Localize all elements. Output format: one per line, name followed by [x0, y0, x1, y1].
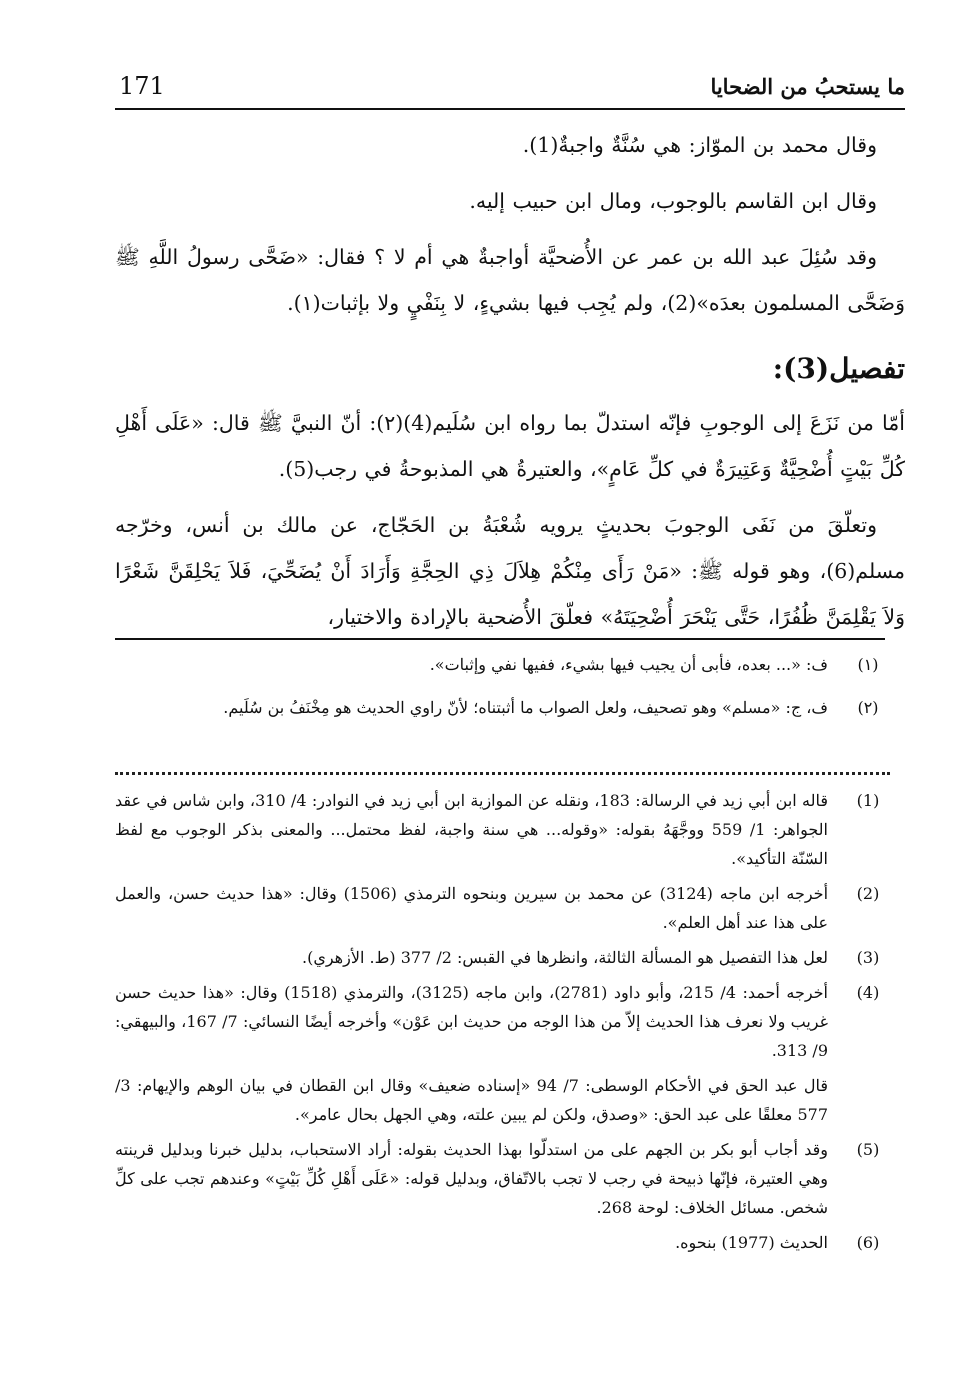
running-title: ما يستحبُ من الضحايا: [710, 74, 905, 99]
footnote-text: أخرجه ابن ماجه (3124) عن محمد بن سيرين وبنحوه الترمذي (1506) وقال: «هذا حديث حسن، والعمل على هذا عند أهل العلم».: [115, 884, 829, 932]
footnote-text: ف، ج: «مسلم» وهو تصحيف، ولعل الصواب ما أثبتناه؛ لأنّ راوي الحديث هو مِخْنَفُ بن سُلَيم.: [223, 698, 828, 717]
paragraph: وقال ابن القاسم بالوجوب، ومال ابن حبيب إليه.: [469, 189, 877, 213]
main-text: [115, 122, 905, 650]
footnote-number: (2): [856, 884, 880, 903]
footnote: [115, 1228, 890, 1257]
footnote: [115, 978, 890, 1065]
paragraph: أمّا من نَزَعَ إلى الوجوبِ فإنّه استدلّ بما رواه ابن سُلَيم(4)(٢): أنّ النبيَّ ﷺ قال: «عَلَى أَهْلِ كُلِّ بَيْتٍ أُضْحِيَّةٌ وَعَتِيرَةٌ في كلِّ عَامٍ»، والعتيرةُ هي المذبوحةُ في رجب(5).: [115, 411, 905, 481]
footnote-text: أخرجه أحمد: 4/ 215، وأبو داود (2781)، وابن ماجه (3125)، والترمذي (1518) وقال: «هذا حديث حسن غريب ولا نعرف هذا الحديث إلاّ من هذا الوجه من حديث ابن عَوْن» وأخرجه أيضًا النسائي: 7/ 167، والبيهقي: 9/ 313.: [115, 983, 828, 1060]
footnote-number: (4): [856, 983, 880, 1002]
footnote-number: (6): [856, 1233, 880, 1252]
footnote-number: (٢): [857, 698, 879, 717]
footnote: [115, 943, 890, 972]
footnote-number: (1): [856, 791, 880, 810]
footnote: [115, 879, 890, 937]
paragraph: وقال محمد بن الموّاز: هي سُنَّةٌ واجبةٌ(1).: [522, 133, 877, 157]
footnote-separator: [115, 638, 885, 640]
footnote-text: الحديث (1977) بنحوه.: [675, 1233, 828, 1252]
footnote: [115, 650, 890, 679]
paragraph: وقد سُئِلَ عبد الله بن عمر عن الأُضحيَّة أواجبةٌ هي أم لا ؟ فقال: «ضَحَّى رسولُ اللَّهِ ﷺ وَضَحَّى المسلمون بعدَه»(2)، ولم يُجِب فيها بشيءٍ، لا بِنَفْيٍ ولا بإثبات(١).: [115, 245, 905, 315]
editor-footnotes: [115, 650, 890, 736]
footnote-text: لعل هذا التفصيل هو المسألة الثالثة، وانظرها في القبس: 2/ 377 (ط. الأزهري).: [301, 948, 828, 967]
footnote-continuation: قال عبد الحق في الأحكام الوسطى: 7/ 94 «إسناده ضعيف» وقال ابن القطان في بيان الوهم والإيهام: 3/ 577 معلقًا على عبد الحق: «وصدق، ولكن لم يبين علته، وهي الجهل بحال عامر».: [115, 1076, 828, 1124]
footnote-text: قاله ابن أبي زيد في الرسالة: 183، ونقله عن الموازية ابن أبي زيد في النوادر: 4/ 310، وابن شاس في عقد الجواهر: 1/ 559 ووجَّهَهُ بقوله: «وقوله... هي سنة واجبة، لفظ محتمل... والمعنى بذكر الوجوب مع لفظ السّنّة التأكيد».: [115, 791, 829, 868]
footnote-text: وقد أجاب أبو بكر بن الجهم على من استدلّوا بهذا الحديث بقوله: أراد الاستحباب، بدليل خبرنا وبدليل قرينته وهي العتيرة، فإنّها ذبيحة في رجب لا تجب بالاتّفاق، وبدليل قوله: «عَلَى أَهْلِ كُلِّ بَيْتٍ» وعندهم تجب على كلِّ شخص. مسائل الخلاف: لوحة 268.: [115, 1140, 829, 1217]
footnote-number: (١): [857, 655, 879, 674]
paragraph: وتعلّقَ من نَفَى الوجوبَ بحديثٍ يرويه شُعْبَةُ بن الحَجّاج، عن مالك بن أنس، وخرّجه مسلم(6)، وهو قوله ﷺ: «مَنْ رَأَى مِنْكُمْ هِلاَلَ ذِي الحِجَّةِ وَأَرَادَ أَنْ يُضَحِّيَ، فَلاَ يَحْلِقَنَّ شَعْرًا وَلاَ يَقْلِمَنَّ ظُفُرًا، حَتَّى يَنْحَرَ أُضْحِيَتَهُ» فعلّقَ الأُضحية بالإرادة والاختيار،: [115, 513, 905, 629]
page-number: 171: [119, 72, 165, 100]
reference-footnotes: [115, 786, 890, 1263]
footnote-text: ف: «... بعده، فأبى أن يجيب فيها بشيء، ففيها نفي وإثبات».: [429, 655, 828, 674]
page-header: [115, 62, 905, 110]
footnote: [115, 693, 890, 722]
footnote: [115, 1135, 890, 1222]
footnote-number: (5): [856, 1140, 880, 1159]
dotted-separator: [115, 772, 890, 775]
section-heading: تفصيل(3):: [772, 352, 905, 385]
footnote-number: (3): [856, 948, 880, 967]
footnote: [115, 786, 890, 873]
